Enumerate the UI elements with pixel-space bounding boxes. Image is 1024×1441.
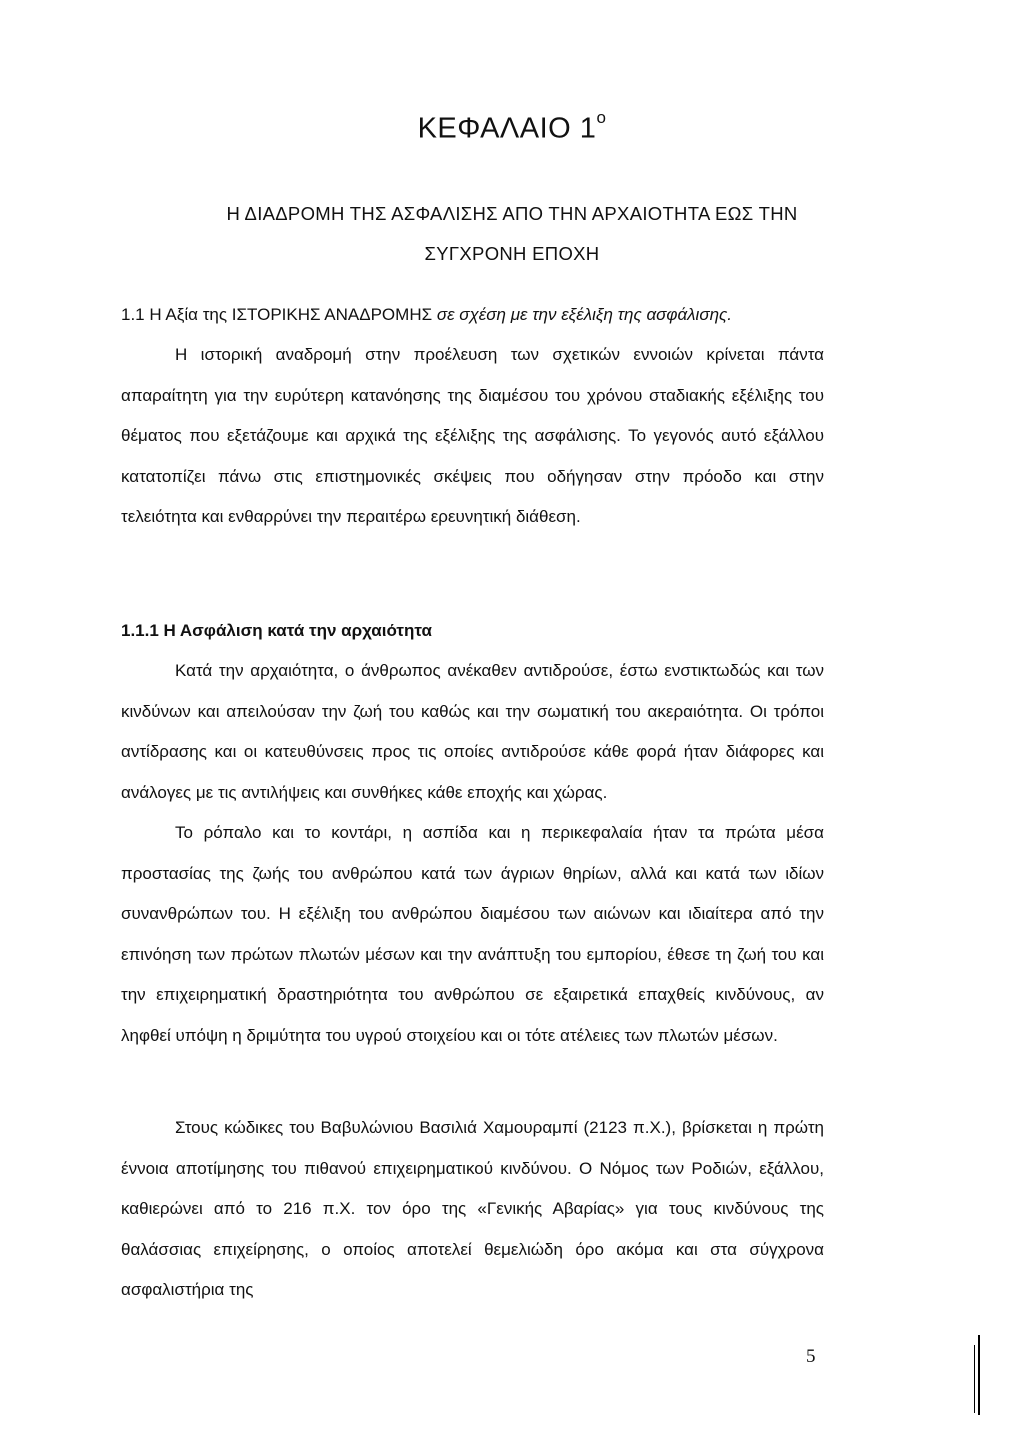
- section-1-1-heading-suffix: σε σχέση με την εξέλιξη της ασφάλισης.: [436, 305, 732, 324]
- page-number: 5: [806, 1346, 816, 1367]
- chapter-title-text: ΚΕΦΑΛΑΙΟ 1: [417, 112, 597, 145]
- page-edge-line: [978, 1335, 980, 1415]
- page-edge-line-inner: [974, 1345, 975, 1413]
- section-1-1-1-heading-text: 1.1.1 Η Ασφάλιση κατά την αρχαιότητα: [121, 621, 432, 640]
- section-1-1-1-paragraph-2: Το ρόπαλο και το κοντάρι, η ασπίδα και η περικεφαλαία ήταν τα πρώτα μέσα προστασίας της ζωής του ανθρώπου κατά των άγριων θηρίων, αλλά και κατά των ιδίων συνανθρώπων του. Η εξέλιξη του ανθρώπου διαμέσου των αιώνων και ιδιαίτερα από την επινόηση των πρώτων πλωτών μέσων και την ανάπτυξη του εμπορίου, έθεσε τη ζωή του και την επιχειρηματική δραστηριότητα του ανθρώπου σε εξαιρετικά επαχθείς κινδύνους, αν ληφθεί υπόψη η δριμύτητα του υγρού στοιχείου και οι τότε ατέλειες των πλωτών μέσων.: [121, 823, 824, 1045]
- subtitle-line-1: Η ΔΙΑΔΡΟΜΗ ΤΗΣ ΑΣΦΑΛΙΣΗΣ ΑΠΟ ΤΗΝ ΑΡΧΑΙΟΤΗΤΑ ΕΩΣ ΤΗΝ: [226, 203, 798, 224]
- section-1-1-heading: [121, 295, 824, 336]
- section-1-1-1-paragraph-1: Κατά την αρχαιότητα, ο άνθρωπος ανέκαθεν αντιδρούσε, έστω ενστικτωδώς και των κινδύνων και απειλούσαν την ζωή του καθώς και την σωματική του ακεραιότητα. Οι τρόποι αντίδρασης και οι κατευθύνσεις προς τις οποίες αντιδρούσε κάθε φορά ήταν διάφορες και ανάλογες με τις αντιλήψεις και συνθήκες κάθε εποχής και χώρας.: [121, 661, 824, 802]
- section-1-1-body: [121, 335, 824, 538]
- section-1-1-paragraph: Η ιστορική αναδρομή στην προέλευση των σχετικών εννοιών κρίνεται πάντα απαραίτητη για την ευρύτερη κατανόησης της διαμέσου του χρόνου σταδιακής εξέλιξης του θέματος που εξετάζουμε και αρχικά της εξέλιξης της ασφάλισης. Το γεγονός αυτό εξάλλου κατατοπίζει πάνω στις επιστημονικές σκέψεις που οδήγησαν στην πρόοδο και στην τελειότητα και ενθαρρύνει την περαιτέρω ερευνητική διάθεση.: [121, 345, 824, 526]
- chapter-subtitle: [0, 194, 1024, 274]
- section-1-1-heading-prefix: 1.1 Η Αξία της ΙΣΤΟΡΙΚΗΣ ΑΝΑΔΡΟΜΗΣ: [121, 305, 437, 324]
- section-1-1-1-body-continued: [121, 1108, 824, 1311]
- chapter-title: [0, 108, 1024, 146]
- chapter-superscript: ο: [596, 108, 607, 127]
- section-1-1-1-body: [121, 651, 824, 1056]
- subtitle-line-2: ΣΥΓΧΡΟΝΗ ΕΠΟΧΗ: [424, 243, 600, 264]
- section-1-1-1-heading: [121, 611, 824, 652]
- section-1-1-1-paragraph-3: Στους κώδικες του Βαβυλώνιου Βασιλιά Χαμουραμπί (2123 π.Χ.), βρίσκεται η πρώτη έννοια αποτίμησης του πιθανού επιχειρηματικού κινδύνου. Ο Νόμος των Ροδιών, εξάλλου, καθιερώνει από το 216 π.Χ. τον όρο της «Γενικής Αβαρίας» για τους κινδύνους της θαλάσσιας επιχείρησης, ο οποίος αποτελεί θεμελιώδη όρο ακόμα και στα σύγχρονα ασφαλιστήρια της: [121, 1118, 824, 1299]
